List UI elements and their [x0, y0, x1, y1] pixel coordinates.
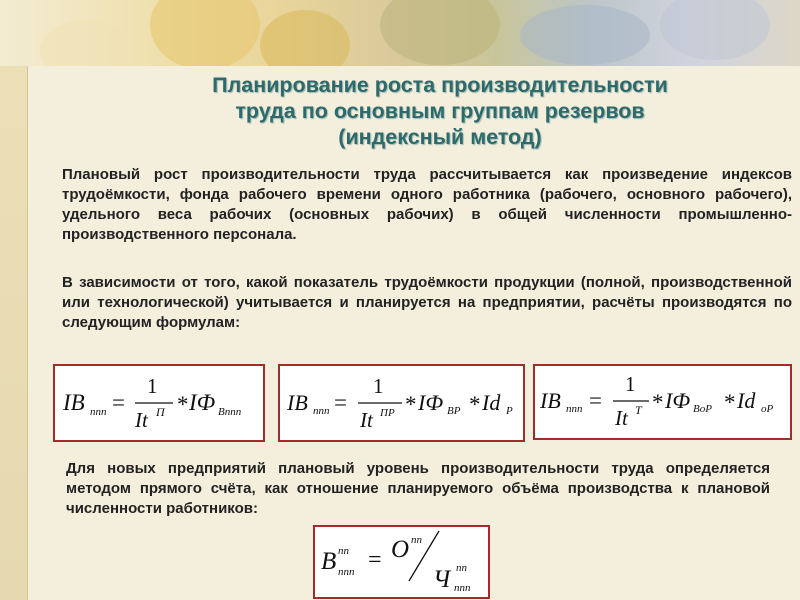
f4-num-sup: пп	[411, 534, 422, 546]
f1-term1-sub: Bппп	[218, 406, 242, 418]
f4-den-sup: пп	[456, 562, 467, 574]
paragraph-planned-growth: Плановый рост производительности труда рассчитывается как произведение индексов трудоёмкости, фонда рабочего времени одного работника (рабочего, основного рабочего), удельного веса рабочих (основных рабочих) в общей численности промышленно-производственного персонала.	[62, 166, 792, 243]
f2-eq: =	[334, 390, 347, 415]
f3-lhs-sub: ппп	[566, 403, 583, 415]
formula-box-direct-count	[313, 525, 490, 599]
f1-lhs-sub: ппп	[90, 406, 107, 418]
f1-den-sup: П	[156, 405, 165, 419]
f3-term2: Id	[737, 388, 756, 413]
f3-eq: =	[589, 388, 602, 413]
paragraph-new-enterprises: Для новых предприятий плановый уровень производительности труда определяется методом прямого счёта, как отношение планируемого объёма производства к плановой численности работников:	[66, 460, 770, 517]
f2-times-1: *	[405, 392, 417, 417]
formula-box-full-labor-intensity	[53, 364, 265, 442]
f2-term1: IФ	[418, 390, 444, 415]
f1-term1: IФ	[189, 390, 216, 415]
f1-lhs: IB	[63, 390, 85, 415]
formula-box-technological-labor-intensity	[533, 364, 792, 440]
formula-box-production-labor-intensity	[278, 364, 525, 442]
f2-term1-sub: BР	[447, 405, 461, 417]
f2-num: 1	[373, 374, 384, 398]
f1-times: *	[177, 392, 189, 417]
f2-term2: Id	[482, 390, 501, 415]
paragraph-labor-intensity: В зависимости от того, какой показатель трудоёмкости продукции (полной, производственной или технологической) учитывается и планируется на предприятии, расчёты производятся по следующим формулам:	[62, 274, 792, 331]
f3-term1-sub: BоР	[693, 403, 712, 415]
title-line-2: труда по основным группам резервов	[235, 99, 645, 123]
formula-3	[535, 366, 790, 438]
f4-lhs: B	[321, 548, 337, 575]
f2-den-sup: ПР	[380, 407, 395, 419]
f3-den-sup: Т	[635, 403, 642, 417]
left-decorative-strip	[0, 66, 27, 600]
f3-times-2: *	[724, 390, 736, 415]
f2-den: It	[360, 408, 373, 432]
f3-term1: IФ	[665, 388, 691, 413]
f2-lhs: IB	[287, 390, 308, 415]
f2-lhs-sub: ппп	[313, 405, 330, 417]
f2-times-2: *	[469, 392, 481, 417]
f3-times-1: *	[652, 390, 664, 415]
formula-1	[55, 366, 263, 440]
f4-eq: =	[368, 547, 382, 573]
f2-term2-sub: Р	[506, 405, 513, 417]
title-line-3: (индексный метод)	[338, 125, 542, 149]
f3-lhs: IB	[540, 388, 561, 413]
f1-eq: =	[112, 390, 125, 415]
slide-title	[120, 72, 760, 150]
f1-den: It	[135, 408, 148, 432]
title-line-1: Планирование роста производительности	[212, 73, 668, 97]
f4-lhs-sup: пп	[338, 545, 349, 557]
f4-lhs-sub: ппп	[338, 566, 355, 578]
f4-den-sub: ппп	[454, 582, 471, 594]
f3-term2-sub: оР	[761, 403, 774, 415]
f3-den: It	[615, 406, 628, 430]
decorative-banner	[0, 0, 800, 66]
f3-num: 1	[625, 372, 636, 396]
left-divider	[27, 66, 28, 600]
formula-2	[280, 366, 523, 440]
f4-den: Ч	[433, 566, 451, 593]
formula-4	[315, 527, 488, 597]
f1-num: 1	[147, 374, 158, 398]
f4-num: O	[391, 536, 410, 563]
